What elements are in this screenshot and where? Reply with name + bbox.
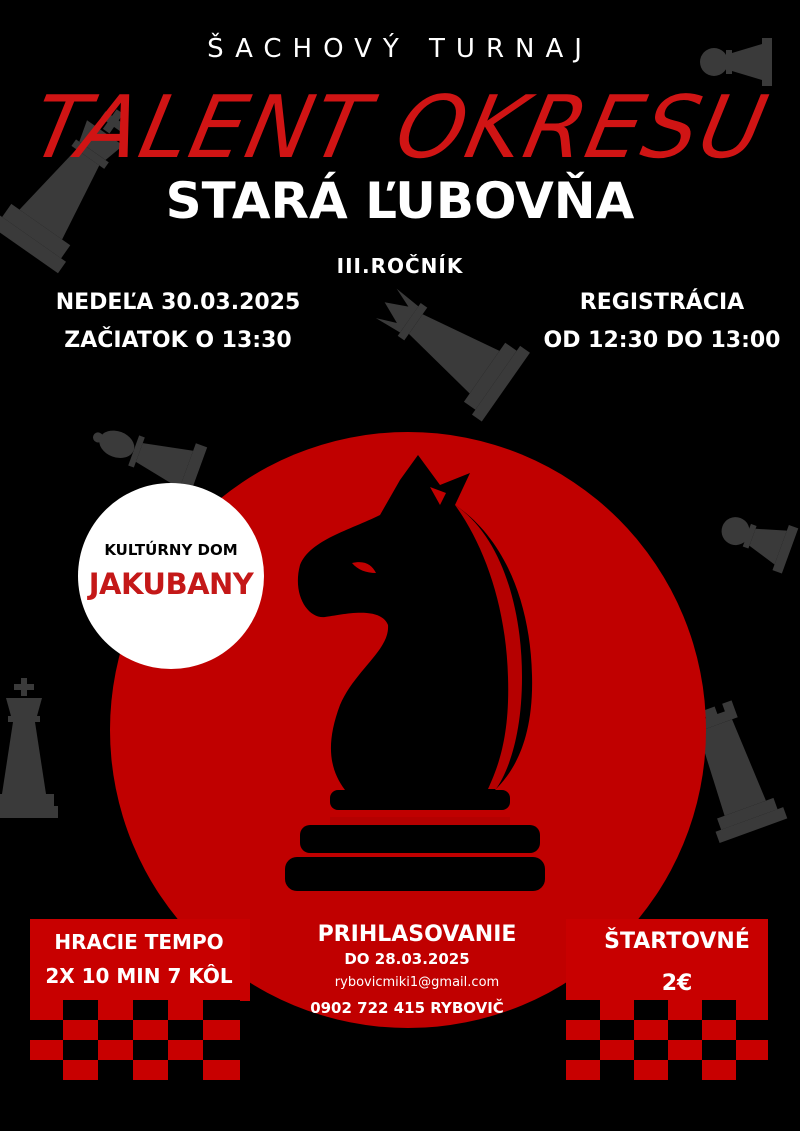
tempo-block — [28, 928, 250, 996]
tempo-value: 2X 10 MIN 7 KÔL — [45, 964, 233, 988]
pre-title: ŠACHOVÝ TURNAJ — [207, 34, 593, 64]
checkerboard-right — [566, 1000, 768, 1080]
tempo-label: HRACIE TEMPO — [54, 930, 224, 954]
registration-label: REGISTRÁCIA — [579, 290, 745, 315]
registration-block — [530, 284, 794, 360]
registration-time: OD 12:30 DO 13:00 — [543, 328, 781, 353]
fee-block — [572, 926, 782, 1010]
venue-name: JAKUBANY — [88, 567, 254, 601]
signup-phone: 0902 722 415 RYBOVIČ — [310, 999, 504, 1017]
venue-type: KULTÚRNY DOM — [104, 541, 238, 559]
signup-email: rybovicmiki1@gmail.com — [334, 975, 500, 990]
signup-label: PRIHLASOVANIE — [317, 922, 517, 947]
fee-value: 2€ — [661, 971, 693, 996]
fee-label: ŠTARTOVNÉ — [604, 929, 750, 954]
king-icon — [0, 678, 58, 818]
venue-badge — [78, 483, 264, 669]
event-subtitle: STARÁ ĽUBOVŇA — [165, 172, 635, 230]
knight-icon — [270, 445, 560, 895]
schedule-block — [38, 284, 318, 360]
queen-icon — [361, 268, 530, 422]
signup-block — [292, 920, 542, 1018]
event-title: TALENT OKRESU — [23, 78, 777, 178]
signup-deadline: DO 28.03.2025 — [344, 950, 470, 968]
pawn-icon — [714, 504, 798, 574]
checkerboard-left — [30, 1000, 240, 1080]
edition-label: III.ROČNÍK — [336, 254, 464, 278]
event-date: NEDEĽA 30.03.2025 — [55, 290, 301, 315]
event-start-time: ZAČIATOK O 13:30 — [64, 328, 292, 353]
